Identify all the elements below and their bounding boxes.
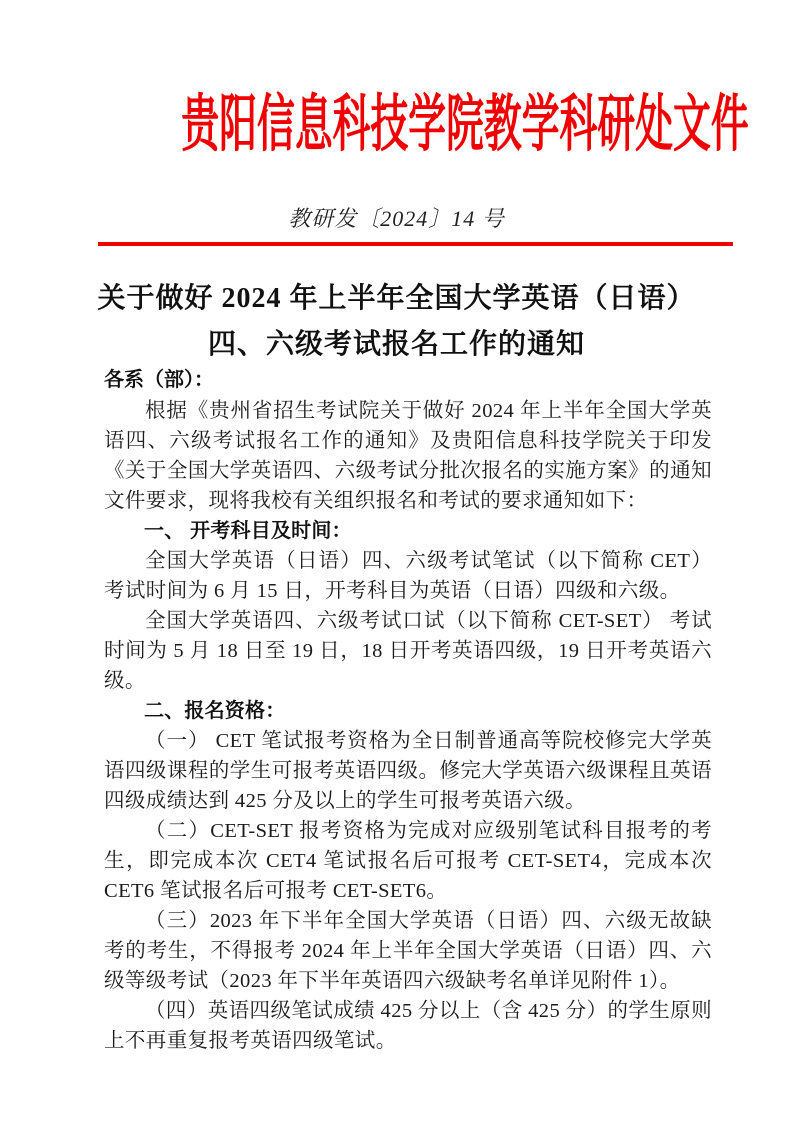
salutation: 各系（部）： [104,369,214,391]
document-title-line2: 四、六级考试报名工作的通知 [207,329,585,360]
body-paragraph: 全国大学英语四、六级考试口试（以下简称 CET-SET） 考试时间为 5 月 18 日至 19 日，18 日开考英语四级，19 日开考英语六级。 [104,610,712,692]
doc-number: 教研发〔2024〕14 号 [288,206,505,231]
document-title-line1: 关于做好 2024 年上半年全国大学英语（日语） [97,283,696,314]
body-paragraph: （一） CET 笔试报考资格为全日制普通高等院校修完大学英语四级课程的学生可报考英语四级。修完大学英语六级课程且英语四级成绩达到 425 分及以上的学生可报考英语六级。 [104,730,712,812]
section-heading: 二、报名资格： [144,700,286,722]
section-heading: 一、 开考科目及时间： [144,520,352,542]
document-body [104,365,712,1056]
body-blocks [104,396,712,1056]
body-paragraph: 全国大学英语（日语）四、六级考试笔试（以下简称 CET）考试时间为 6 月 15 日，开考科目为英语（日语）四级和六级。 [104,550,712,602]
red-divider-rule [98,242,733,246]
letterhead-title: 贵阳信息科技学院教学科研处文件 [181,91,749,159]
body-paragraph: 根据《贵州省招生考试院关于做好 2024 年上半年全国大学英语四、六级考试报名工作的通知》及贵阳信息科技学院关于印发《关于全国大学英语四、六级考试分批次报名的实施方案》的通知文件要求，现将我校有关组织报名和考试的要求通知如下： [104,400,712,512]
body-paragraph: （四）英语四级笔试成绩 425 分以上（含 425 分）的学生原则上不再重复报考英语四级笔试。 [104,1000,712,1052]
letterhead [0,88,793,178]
body-paragraph: （二）CET-SET 报考资格为完成对应级别笔试科目报考的考生，即完成本次 CET4 笔试报名后可报考 CET-SET4，完成本次 CET6 笔试报名后可报考 CET-SET6。 [104,820,712,902]
body-paragraph: （三）2023 年下半年全国大学英语（日语）四、六级无故缺考的考生，不得报考 2024 年上半年全国大学英语（日语）四、六级等级考试（2023 年下半年英语四六级缺考名单详见附件 1）。 [104,910,712,992]
document-title [0,276,793,368]
